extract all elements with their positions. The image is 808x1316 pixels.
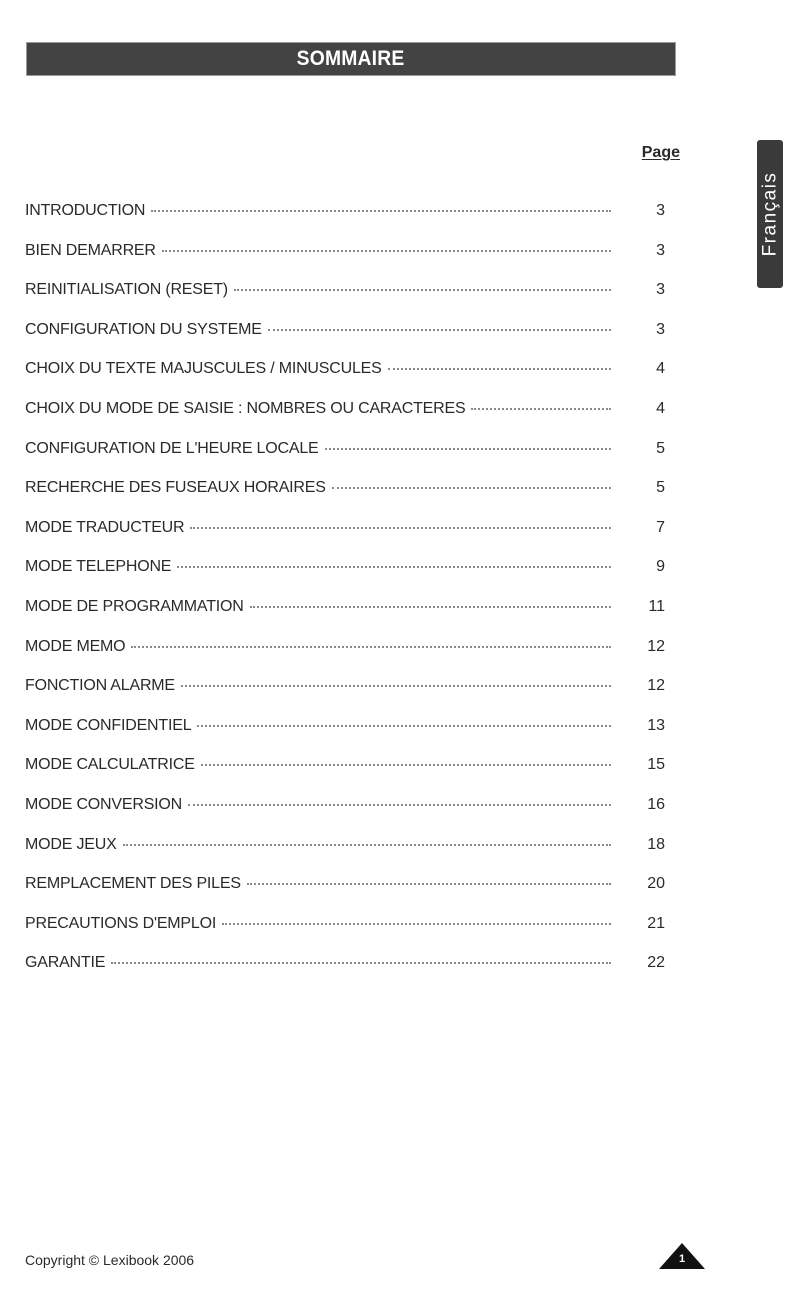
toc-entry-page: 12 <box>647 677 665 695</box>
toc-entry-title: GARANTIE <box>25 954 106 972</box>
dot-leader <box>197 725 611 727</box>
toc-entry-title: MODE TELEPHONE <box>25 558 172 576</box>
dot-leader <box>162 250 611 252</box>
toc-entry[interactable] <box>25 954 665 994</box>
toc-entry-page: 20 <box>647 875 665 893</box>
dot-leader <box>181 685 611 687</box>
dot-leader <box>332 487 611 489</box>
toc-entry-title: MODE JEUX <box>25 835 117 853</box>
toc-entry[interactable] <box>25 677 665 717</box>
toc-entry-title: INTRODUCTION <box>25 202 146 219</box>
toc-entry[interactable] <box>25 756 665 796</box>
page-title: SOMMAIRE <box>297 47 405 70</box>
toc-entry-title: CHOIX DU TEXTE MAJUSCULES / MINUSCULES <box>25 360 382 378</box>
dot-leader <box>234 289 611 291</box>
toc-entry-page: 3 <box>656 241 665 259</box>
toc-entry-page: 7 <box>656 518 665 536</box>
toc-entry-page: 5 <box>656 439 665 457</box>
toc-entry-title: PRECAUTIONS D'EMPLOI <box>25 914 217 932</box>
toc-entry-title: MODE DE PROGRAMMATION <box>25 597 244 615</box>
dot-leader <box>123 844 611 846</box>
toc-entry-page: 3 <box>656 202 665 219</box>
dot-leader <box>250 606 611 608</box>
toc-entry[interactable] <box>25 360 665 400</box>
toc-entry-title: BIEN DEMARRER <box>25 241 156 259</box>
toc-entry[interactable] <box>25 281 665 321</box>
toc-entry-page: 5 <box>656 479 665 497</box>
dot-leader <box>247 883 611 885</box>
toc-entry-page: 22 <box>647 954 665 972</box>
toc-entry-title: MODE MEMO <box>25 637 126 655</box>
dot-leader <box>471 408 611 410</box>
dot-leader <box>325 448 612 450</box>
dot-leader <box>201 764 611 766</box>
dot-leader <box>190 527 611 529</box>
dot-leader <box>188 804 611 806</box>
language-tab-label: Français <box>759 171 781 257</box>
toc-entry-page: 12 <box>647 637 665 655</box>
toc-entry-page: 3 <box>656 281 665 299</box>
toc-entry-title: CONFIGURATION DU SYSTEME <box>25 320 262 338</box>
toc-entry-title: REMPLACEMENT DES PILES <box>25 875 241 893</box>
toc-entry[interactable] <box>25 638 665 678</box>
language-tab <box>757 140 783 288</box>
toc-entry[interactable] <box>25 836 665 876</box>
page-column-header: Page <box>641 144 680 161</box>
toc-entry-page: 15 <box>647 756 665 774</box>
toc-entry-page: 13 <box>647 716 665 734</box>
table-of-contents <box>25 202 665 994</box>
toc-entry-page: 11 <box>648 597 665 615</box>
toc-entry[interactable] <box>25 717 665 757</box>
dot-leader <box>222 923 611 925</box>
toc-entry[interactable] <box>25 242 665 282</box>
toc-entry-title: MODE TRADUCTEUR <box>25 518 185 536</box>
toc-entry[interactable] <box>25 875 665 915</box>
toc-entry-page: 21 <box>647 914 665 932</box>
toc-entry[interactable] <box>25 598 665 638</box>
dot-leader <box>268 329 611 331</box>
toc-entry-page: 4 <box>656 399 665 417</box>
dot-leader <box>111 962 611 964</box>
toc-entry[interactable] <box>25 558 665 598</box>
toc-entry[interactable] <box>25 519 665 559</box>
toc-entry-title: RECHERCHE DES FUSEAUX HORAIRES <box>25 479 326 497</box>
toc-entry[interactable] <box>25 479 665 519</box>
dot-leader <box>177 566 611 568</box>
toc-entry[interactable] <box>25 400 665 440</box>
dot-leader <box>131 646 611 648</box>
toc-entry-page: 18 <box>647 835 665 853</box>
dot-leader <box>388 368 611 370</box>
toc-entry-page: 4 <box>656 360 665 378</box>
toc-entry-page: 3 <box>656 320 665 338</box>
toc-entry-title: CHOIX DU MODE DE SAISIE : NOMBRES OU CARACTERES <box>25 399 466 417</box>
page-number-marker <box>659 1243 705 1269</box>
toc-entry[interactable] <box>25 321 665 361</box>
toc-entry-page: 9 <box>656 558 665 576</box>
toc-entry-title: CONFIGURATION DE L'HEURE LOCALE <box>25 439 319 457</box>
toc-entry-title: REINITIALISATION (RESET) <box>25 281 228 299</box>
toc-entry-title: MODE CALCULATRICE <box>25 756 195 774</box>
toc-entry[interactable] <box>25 440 665 480</box>
toc-entry-title: FONCTION ALARME <box>25 677 175 695</box>
toc-entry[interactable] <box>25 796 665 836</box>
page-number: 1 <box>678 1253 686 1265</box>
toc-entry-title: MODE CONFIDENTIEL <box>25 716 192 734</box>
toc-entry[interactable] <box>25 915 665 955</box>
toc-entry-page: 16 <box>647 795 665 813</box>
copyright-notice: Copyright © Lexibook 2006 <box>25 1252 195 1268</box>
toc-entry[interactable] <box>25 202 665 242</box>
toc-entry-title: MODE CONVERSION <box>25 795 183 813</box>
dot-leader <box>151 210 611 212</box>
title-banner <box>26 42 676 76</box>
